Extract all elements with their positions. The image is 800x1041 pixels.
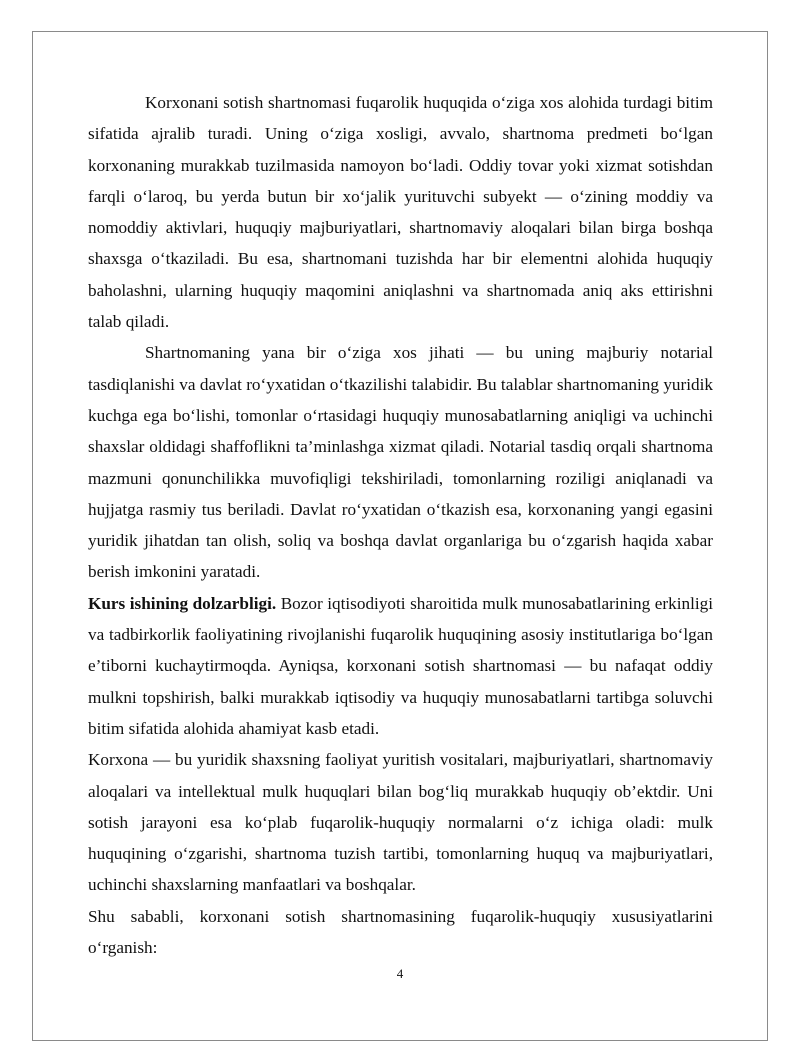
paragraph-1: Korxonani sotish shartnomasi fuqarolik huquqida o‘ziga xos alohida turdagi bitim sifatida ajralib turadi. Uning o‘ziga xosligi, avvalo, shartnoma predmeti bo‘lgan korxonaning murakkab tuzilmasida namoyon bo‘ladi. Oddiy tovar yoki xizmat sotishdan farqli o‘laroq, bu yerda butun bir xo‘jalik yurituvchi subyekt — o‘zining moddiy va nomoddiy aktivlari, huquqiy majburiyatlari, shartnomaviy aloqalari bilan birga boshqa shaxsga o‘tkaziladi. Bu esa, shartnomani tuzishda har bir elementni alohida huquqiy baholashni, ularning huquqiy maqomini aniqlashni va shartnomada aniq aks ettirishni talab qiladi.	[88, 93, 713, 332]
page-number: 4	[396, 966, 404, 981]
document-body	[88, 87, 713, 963]
paragraph-5: Shu sababli, korxonani sotish shartnomasining fuqarolik-huquqiy xususiyatlarini o‘rganish:	[88, 906, 713, 958]
paragraph-3-text: Bozor iqtisodiyoti sharoitida mulk munosabatlarining erkinligi va tadbirkorlik faoliyatining rivojlanishi fuqarolik huquqining asosiy institutlariga bo‘lgan e’tiborni kuchaytirmoqda. Ayniqsa, korxonani sotish shartnomasi — bu nafaqat oddiy mulkni topshirish, balki murakkab iqtisodiy va huquqiy munosabatlarni tartibga soluvchi bitim sifatida alohida ahamiyat kasb etadi.	[88, 593, 713, 738]
paragraph-3-lead: Kurs ishining dolzarbligi.	[88, 593, 277, 613]
paragraph-3	[88, 588, 713, 744]
paragraph-4: Korxona — bu yuridik shaxsning faoliyat yuritish vositalari, majburiyatlari, shartnomaviy aloqalari va intellektual mulk huquqlari bilan bog‘liq murakkab huquqiy ob’ektdir. Uni sotish jarayoni esa ko‘plab fuqarolik-huquqiy normalarni o‘z ichiga oladi: mulk huquqining o‘zgarishi, shartnoma tuzish tartibi, tomonlarning huquq va majburiyatlari, uchinchi shaxslarning manfaatlari va boshqalar.	[88, 750, 713, 895]
paragraph-2: Shartnomaning yana bir o‘ziga xos jihati — bu uning majburiy notarial tasdiqlanishi va davlat ro‘yxatidan o‘tkazilishi talabidir. Bu talablar shartnomaning yuridik kuchga ega bo‘lishi, tomonlar o‘rtasidagi huquqiy munosabatlarning aniqligi va uchinchi shaxslar oldidagi shaffoflikni ta’minlashga xizmat qiladi. Notarial tasdiq orqali shartnoma mazmuni qonunchilikka muvofiqligi tekshiriladi, tomonlarning roziligi aniqlanadi va hujjatga rasmiy tus beriladi. Davlat ro‘yxatidan o‘tkazish esa, korxonaning yangi egasini yuridik jihatdan tan olish, soliq va boshqa davlat organlariga bu o‘zgarish haqida xabar berish imkonini yaratadi.	[88, 343, 713, 582]
